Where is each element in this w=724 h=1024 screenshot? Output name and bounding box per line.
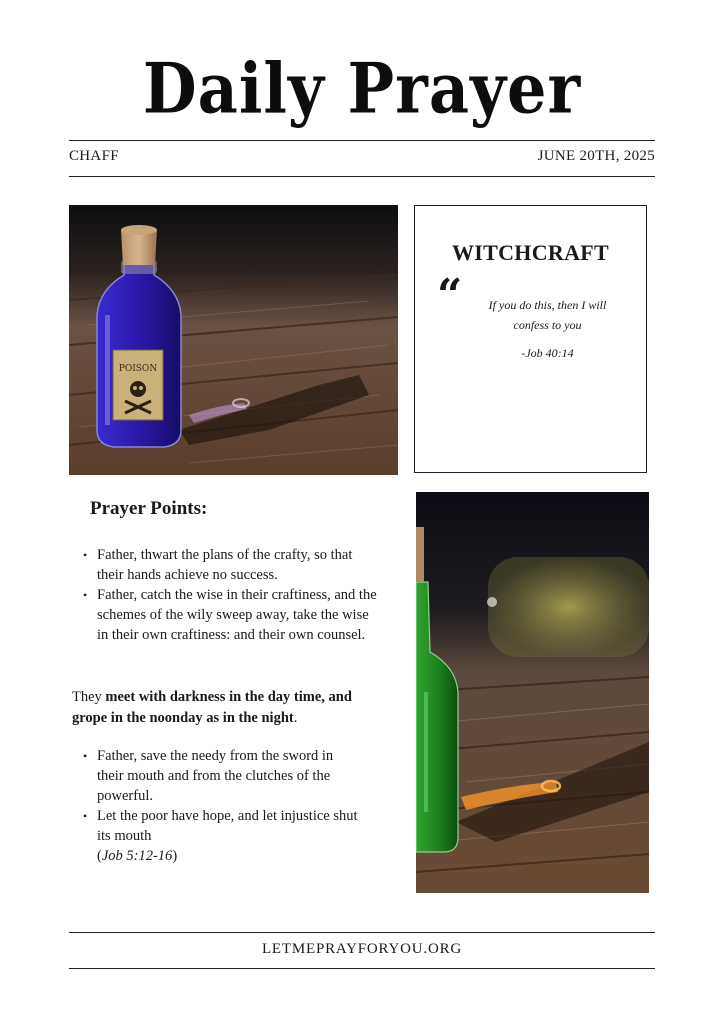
prayer-points-list-2 [83,746,362,866]
prayer-points-heading: Prayer Points: [90,498,208,519]
list-item: • Father, catch the wise in their craftiness, and the schemes of the wily sweep away, take the wise in their own craftiness: and their own counsel. [83,587,377,643]
bullet-icon: • [83,809,88,823]
page-title: Daily Prayer [142,47,582,130]
svg-text:POISON: POISON [118,364,158,374]
quote-text: If you do this, then I will confess to you [488,298,607,332]
footer-bottom-rule [69,968,655,969]
category-label: CHAFF [69,148,119,164]
list-item: • Father, thwart the plans of the crafty, so that their hands achieve no success. [83,547,353,583]
quote-reference: -Job 40:14 [521,346,574,360]
list-item: • Father, save the needy from the sword in their mouth and from the clutches of the powerful. [83,748,334,804]
bullet-icon: • [83,548,88,562]
bullet-icon: • [83,749,88,763]
quote-mark-icon: “ [437,270,463,321]
blue-poison-bottle-photo [69,205,398,475]
scripture-citation: (Job 5:12-16) [97,848,178,864]
quote-box [414,205,647,473]
scripture-paragraph: They meet with darkness in the day time, and grope in the noonday as in the night. [72,689,352,726]
header-top-rule [69,140,655,141]
list-item: • Let the poor have hope, and let injustice shut its mouth (Job 5:12-16) [97,806,362,866]
quote-heading: WITCHCRAFT [451,240,609,265]
bullet-icon: • [83,588,88,602]
date-label: JUNE 20TH, 2025 [537,148,655,164]
footer-site[interactable]: LETMEPRAYFORYOU.ORG [261,941,463,957]
header-bottom-rule [69,176,655,177]
prayer-points-list [83,545,382,645]
green-bottle-photo [416,492,649,893]
footer-top-rule [69,932,655,933]
